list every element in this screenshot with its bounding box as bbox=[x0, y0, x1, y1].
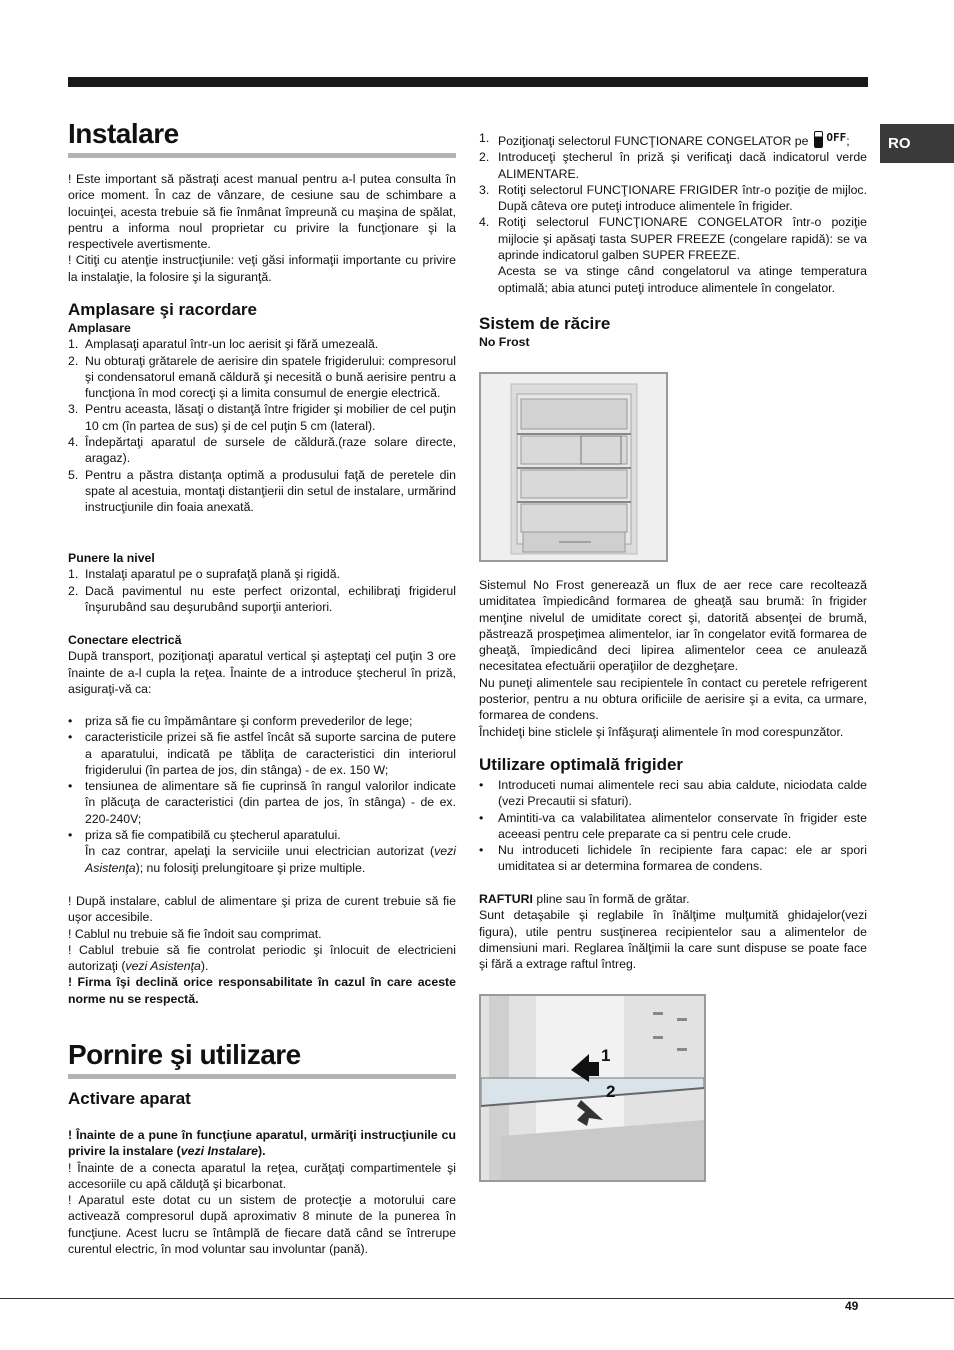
activare-text bbox=[68, 1127, 456, 1257]
nivel-section bbox=[68, 550, 456, 615]
instalare-title: Instalare bbox=[68, 118, 179, 149]
intro-paragraph: ! Citiţi cu atenţie instrucţiunile: veţi găsi informaţii importante cu privire la instalaţie, la folosire şi la siguranţă. bbox=[68, 253, 456, 284]
list-item: 1. Amplasaţi aparatul într-un loc aerisit şi fără umezeală. bbox=[68, 337, 379, 352]
electrica-section bbox=[68, 632, 456, 697]
bullet-item: • Amintiti-va ca valabilitatea alimentelor conservate în frigider este aceeasi pentru cele preparate ca si pentru cele crude. bbox=[479, 810, 867, 841]
shelf-adjustment-image bbox=[479, 994, 706, 1182]
step-item: 4. Rotiţi selectorul FUNCŢIONARE CONGELATOR într-o poziţie mijlocie şi apăsaţi tasta SUPER FREEZE (congelare rapidă): se va aprinde indicatorul galben SUPER FREEZE. Acesta se va stinge când congelatorul va atinge temperatura optimală; abia atunci puteţi introduce alimentele în congelator. bbox=[479, 215, 867, 295]
instalare-section bbox=[68, 118, 456, 158]
fridge-interior-image bbox=[479, 372, 668, 562]
title-rule bbox=[68, 153, 456, 158]
bullet-item: • Introduceti numai alimentele reci sau abia caldute, niciodata calde (vezi Precautii si sfaturi). bbox=[479, 778, 867, 809]
racire-heading: Sistem de răcire bbox=[479, 314, 611, 333]
optimala-section bbox=[479, 755, 867, 775]
amplasare-section bbox=[68, 300, 456, 516]
amplasare-subheading: Amplasare bbox=[68, 321, 131, 335]
nivel-subheading: Punere la nivel bbox=[68, 551, 155, 565]
amplasare-heading: Amplasare şi racordare bbox=[68, 300, 257, 319]
figure-label-2: 2 bbox=[606, 1082, 616, 1101]
step-item: 2. Introduceţi ştecherul în priză şi verificaţi dacă indicatorul verde ALIMENTARE. bbox=[479, 150, 867, 181]
list-item: 2. Dacă pavimentul nu este perfect orizontal, echilibraţi frigiderul înşurubând sau deşurubând suporţii anteriori. bbox=[68, 583, 456, 614]
nivel-list bbox=[68, 566, 456, 615]
bullet-item: • Nu introduceti lichidele în recipiente fara capac: ele ar spori umiditatea si ar determina formarea de condens. bbox=[479, 843, 867, 874]
footer-rule bbox=[0, 1298, 954, 1299]
optimala-bullets bbox=[479, 777, 867, 875]
optimala-heading: Utilizare optimală frigider bbox=[479, 755, 684, 774]
startup-steps bbox=[479, 130, 867, 296]
racire-paragraph: Sistemul No Frost generează un flux de aer rece care recoltează umiditatea împiedicând formarea de gheaţă sau brumă: în frigider menţine nivelul de umiditate corect şi, datorită absenţei de brumă, păstrează prospeţimea alimentelor, iar în congelator evită formarea de gheaţă, împiedicând deci lipirea alimentelor ceea ce anulează necesitatea efectuării operaţiilor de dezgheţare. bbox=[479, 578, 867, 674]
warnings bbox=[68, 893, 456, 1007]
rafturi-line: RAFTURI pline sau în formă de grătar. bbox=[479, 892, 690, 906]
activare-paragraph: ! Înainte de a pune în funcţiune aparatul, urmăriţi instrucţiunile cu privire la instalare (vezi Instalare). bbox=[68, 1128, 456, 1159]
electrica-subheading: Conectare electrică bbox=[68, 633, 182, 647]
amplasare-list bbox=[68, 336, 456, 515]
shelf-drawing bbox=[481, 996, 704, 1180]
rafturi-paragraph: Sunt detaşabile şi reglabile în înălţime mulţumită ghidajelor(vezi figura), utile pentru susţinerea recipientelor sau a alimentelor de dimensiuni mari. Reglarea înălţimii la care sunt dispuse se poate face şi fără a extrage raftul întreg. bbox=[479, 908, 867, 972]
racire-subheading: No Frost bbox=[479, 335, 530, 349]
warning-text: ! Cablul trebuie să fie controlat periodic şi înlocuit de electricieni autorizaţi (vezi Asistenţa). bbox=[68, 942, 456, 974]
activare-paragraph: ! Înainte de a conecta aparatul la reţea, curăţaţi compartimentele şi accesoriile cu apă călduţă şi bicarbonat. bbox=[68, 1160, 456, 1191]
list-item: 5. Pentru a păstra distanţa optimă a produsului faţă de peretele din spate al acestuia, montaţi distanţierii din setul de instalare, urmărind instrucţiunile din foaia anexată. bbox=[68, 467, 456, 515]
fridge-drawing bbox=[481, 374, 666, 560]
rafturi-section bbox=[479, 891, 867, 972]
racire-text bbox=[479, 577, 867, 740]
list-item: 2. Nu obturaţi grătarele de aerisire din spatele frigiderului: compresorul şi condensatorul emană căldură şi necesită o bună aerisire pentru a funcţiona în mod corecţi şi a limita consumul de energie electrică. bbox=[68, 353, 456, 401]
electrica-bullets bbox=[68, 713, 456, 876]
selector-knob-icon bbox=[814, 131, 823, 148]
title-rule bbox=[68, 1074, 456, 1079]
racire-paragraph: Nu puneţi alimentele sau recipientele în contact cu peretele refrigerent posterior, pentru a nu obtura orificiile de aerisire şi a evita, ca urmare, formarea de condens. bbox=[479, 675, 867, 723]
racire-section bbox=[479, 314, 867, 350]
activare-heading: Activare aparat bbox=[68, 1089, 191, 1108]
activare-paragraph: ! Aparatul este dotat cu un sistem de protecţie a motorului care activează compresorul după aproximativ 8 minute de la punerea în funcţiune. Acest lucru se întâmplă de fiecare dată când se întrerupe curentul electric, în mod voluntar sau involuntar (pană). bbox=[68, 1193, 456, 1257]
warning-text: ! Firma îşi declină orice responsabilitate în cazul în care aceste norme nu se respectă. bbox=[68, 975, 456, 1006]
bullet-item: • priza să fie cu împământare şi conform prevederilor de lege; bbox=[68, 714, 413, 728]
racire-paragraph: Închideţi bine sticlele şi înfăşuraţi alimentele în mod corespunzător. bbox=[479, 724, 844, 739]
list-item: 1. Instalaţi aparatul pe o suprafaţă plană şi rigidă. bbox=[68, 567, 340, 582]
page-number: 49 bbox=[845, 1299, 859, 1313]
electrica-text: După transport, poziţionaţi aparatul vertical şi aşteptaţi cel puţin 3 ore înainte de a-l cupla la reţea. Înainte de a introduce ştecherul în priză, asiguraţi-vă ca: bbox=[68, 649, 456, 696]
list-item: 3. Pentru aceasta, lăsaţi o distanţă între frigider şi mobilier de cel puţin 10 cm (în partea de sus) şi de cel puţin 5 cm (lateral). bbox=[68, 402, 456, 433]
pornire-section bbox=[68, 1039, 456, 1079]
activare-section bbox=[68, 1089, 456, 1109]
instalare-intro bbox=[68, 171, 456, 285]
warning-text: ! După instalare, cablul de alimentare şi priza de curent trebuie să fie uşor accesibile. bbox=[68, 894, 456, 925]
header-bar bbox=[68, 77, 868, 87]
warning-text: ! Cablul nu trebuie să fie îndoit sau comprimat. bbox=[68, 926, 322, 941]
step-item: 1. Poziţionaţi selectorul FUNCŢIONARE CONGELATOR pe OFF; bbox=[479, 131, 850, 148]
bullet-item: • tensiunea de alimentare să fie cuprinsă în rangul valorilor indicate în plăcuţa de caracteristici (din partea de jos, în stânga) - de ex. 220-240V; bbox=[68, 779, 456, 826]
figure-label-1: 1 bbox=[601, 1046, 611, 1065]
pornire-title: Pornire şi utilizare bbox=[68, 1039, 301, 1070]
language-tab: RO bbox=[880, 124, 954, 163]
step-item: 3. Rotiţi selectorul FUNCŢIONARE FRIGIDER într-o poziţie de mijloc. După câteva ore puteţi introduce alimentele în frigider. bbox=[479, 182, 867, 214]
bullet-item: • caracteristicile prizei să fie astfel încât să suporte sarcina de putere a aparatului, indicată pe tăbliţa de caracteristici din interiorul frigiderului (în partea de jos, din stânga) - de ex. 150 W; bbox=[68, 730, 456, 777]
intro-paragraph: ! Este important să păstraţi acest manual pentru a-l putea consulta în orice moment. În caz de vânzare, de cesiune sau de schimbare a locuinţei, acesta trebuie să fie înmânat împreună cu maşina de spălat, pentru a informa noul proprietar cu privire la funcţionare şi la respectivele avertismente. bbox=[68, 172, 456, 252]
off-label: OFF bbox=[826, 131, 847, 144]
list-item: 4. Îndepărtaţi aparatul de sursele de căldură.(raze solare directe, aragaz). bbox=[68, 435, 456, 466]
bullet-item: • priza să fie compatibilă cu ştecherul aparatului. În caz contrar, apelaţi la serviciile unui electrician autorizat (vezi Asistenţa); nu folosiţi prelungitoare şi prize multiple. bbox=[68, 828, 456, 875]
